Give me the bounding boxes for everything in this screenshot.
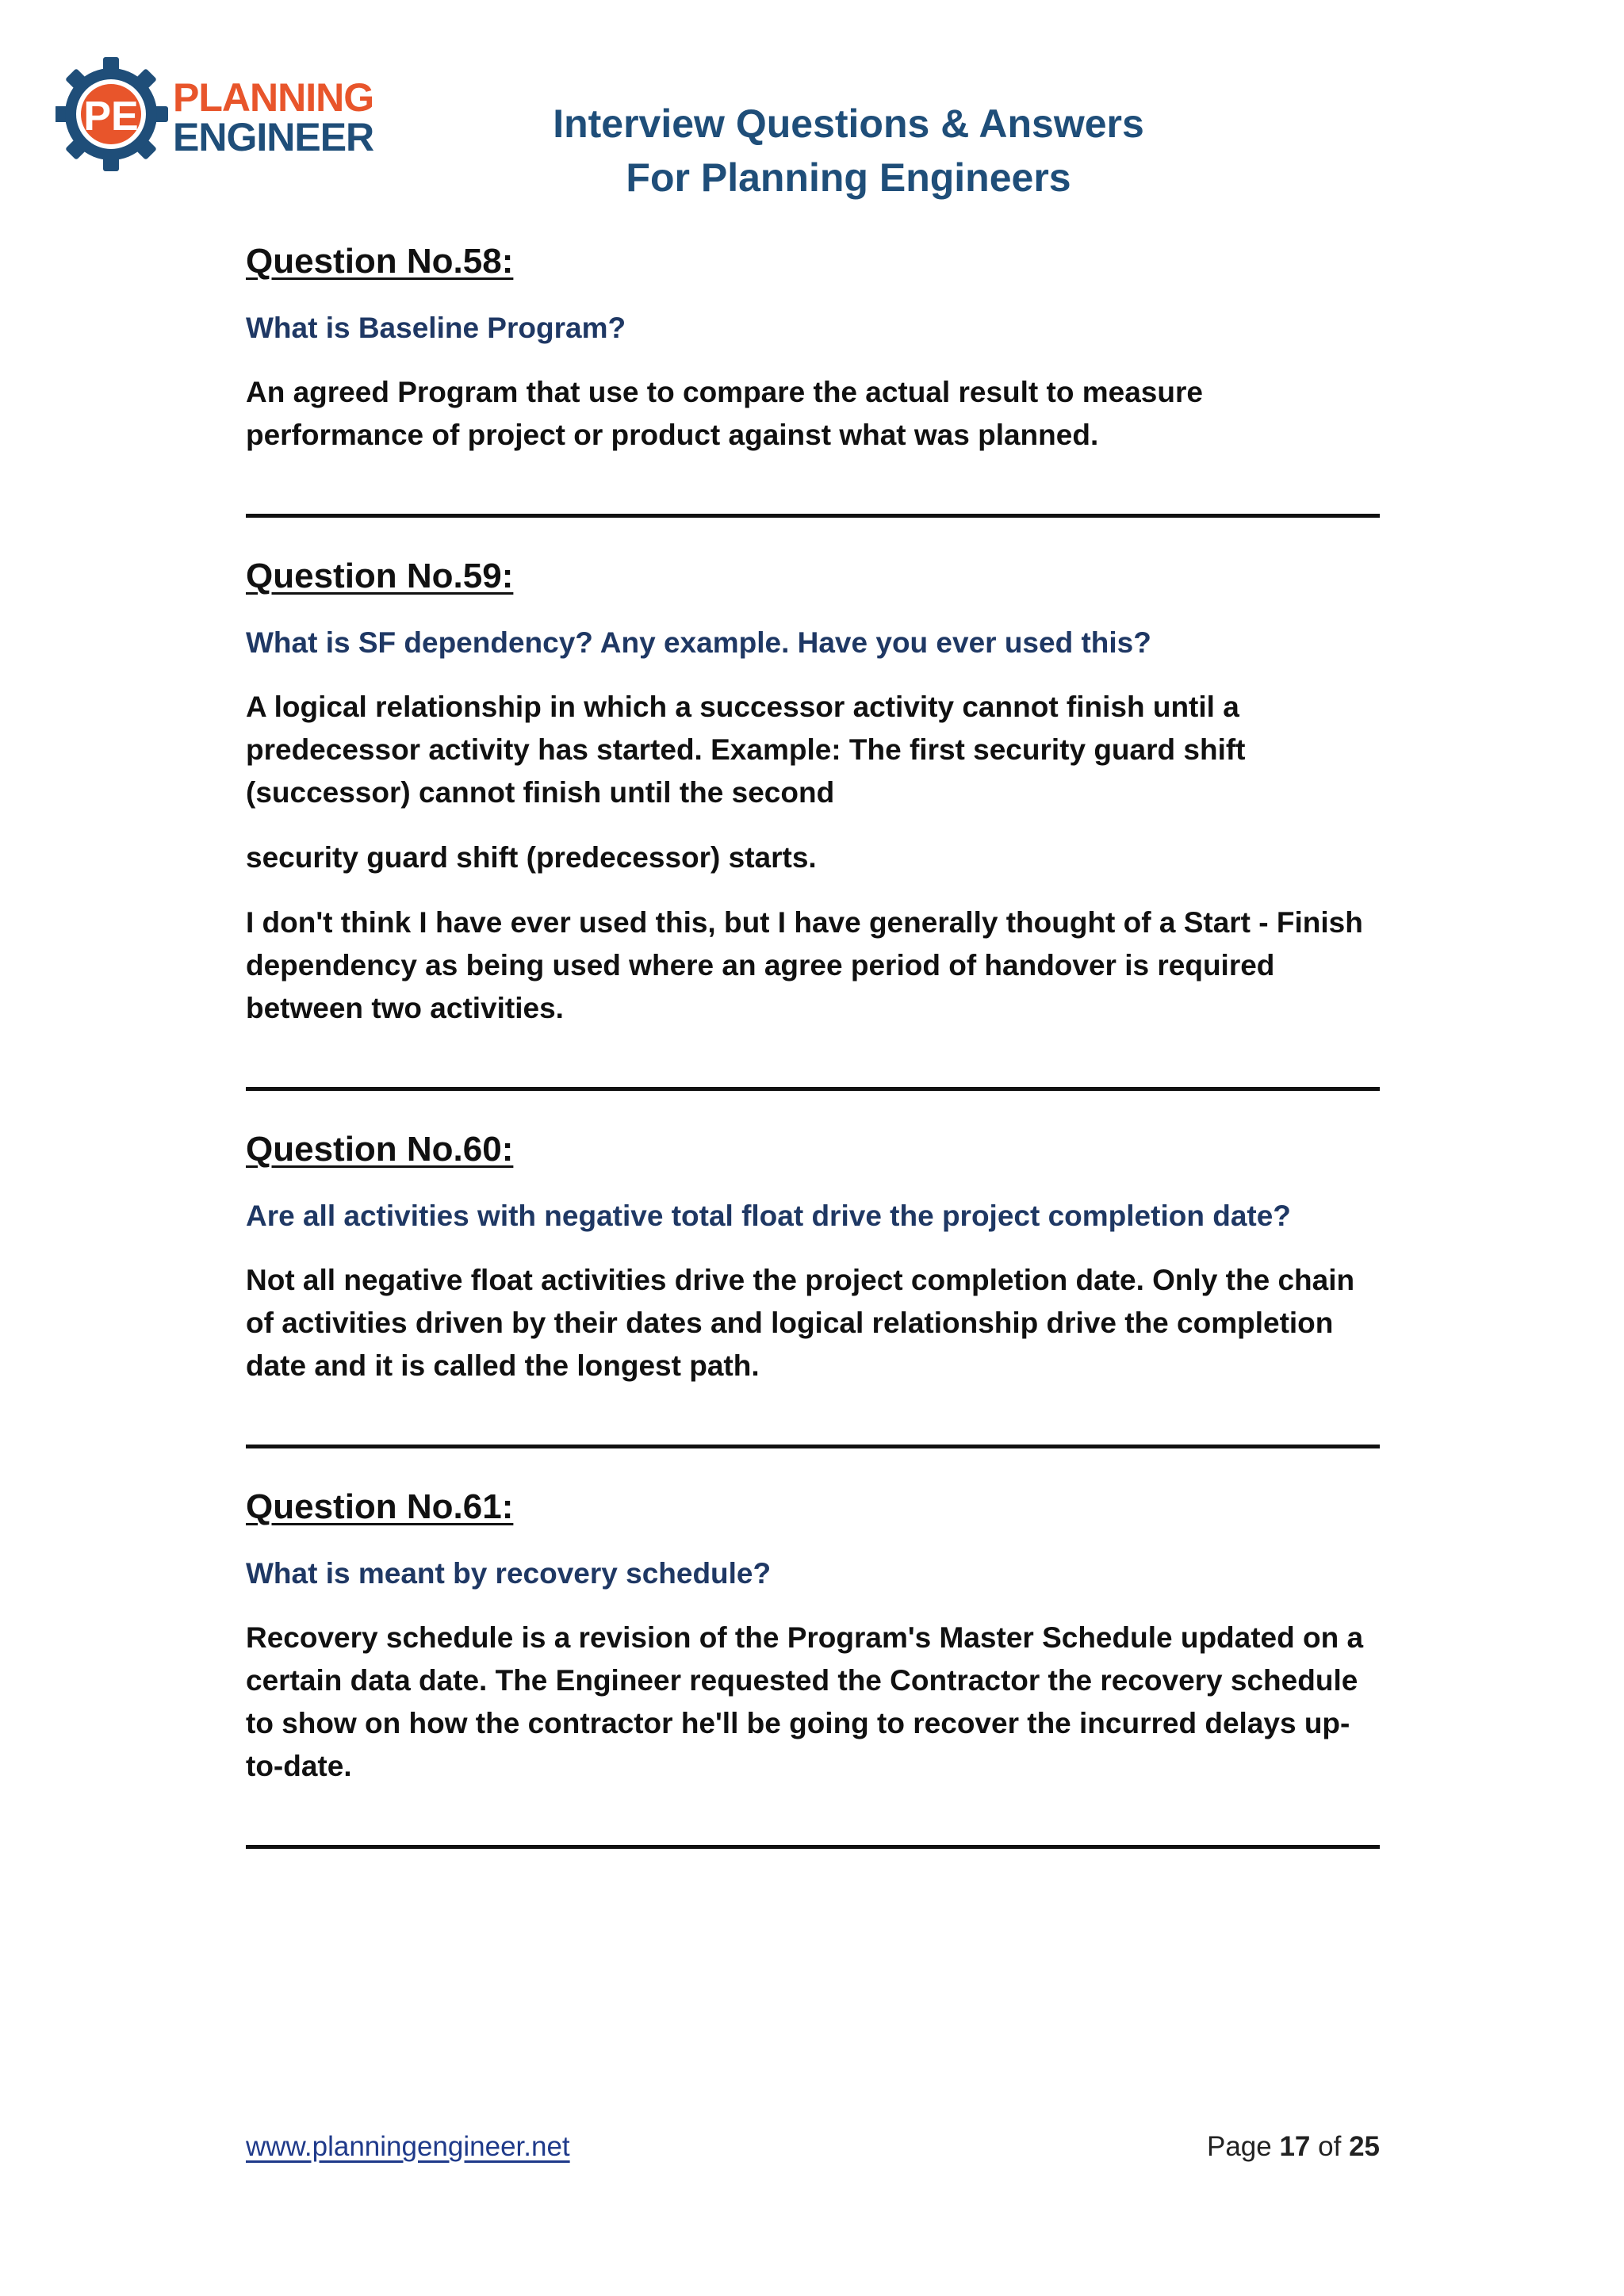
- page-of-label: of: [1318, 2131, 1342, 2162]
- question-text: Are all activities with negative total float drive the project completion date?: [246, 1200, 1291, 1232]
- question-heading: Question No.58:: [246, 242, 514, 281]
- logo-line-engineer: ENGINEER: [173, 115, 374, 159]
- answer-paragraph: Recovery schedule is a revision of the Program's Master Schedule updated on a certain data date. The Engineer requested the Contractor the recovery schedule to show on how the contractor he'll be going to recover the incurred delays up-to-date.: [246, 1621, 1364, 1782]
- section-divider: [246, 1845, 1380, 1849]
- answer-paragraph: An agreed Program that use to compare the actual result to measure performance of project or product against what was planned.: [246, 376, 1203, 451]
- page-label: Page: [1206, 2131, 1272, 2162]
- page-number: [1207, 2131, 1380, 2163]
- logo-initials: PE: [83, 94, 139, 140]
- document-title-line-2: For Planning Engineers: [626, 155, 1071, 200]
- qa-block-58: [246, 238, 1380, 457]
- website-link[interactable]: www.planningengineer.net: [246, 2131, 570, 2162]
- qa-content: [246, 238, 1380, 1849]
- planning-engineer-logo: [56, 57, 389, 176]
- question-heading: Question No.61:: [246, 1487, 514, 1526]
- answer-paragraph: A logical relationship in which a successor activity cannot finish until a predecessor activity has started. Example: The first security guard shift (successor) cannot finish until the second: [246, 691, 1246, 809]
- question-heading: Question No.59:: [246, 557, 514, 595]
- answer-paragraph: security guard shift (predecessor) starts.: [246, 841, 817, 874]
- qa-block-60: [246, 1126, 1380, 1387]
- document-title-line-1: Interview Questions & Answers: [553, 101, 1144, 146]
- question-text: What is SF dependency? Any example. Have you ever used this?: [246, 626, 1151, 659]
- logo-line-planning: PLANNING: [173, 75, 374, 120]
- question-text: What is Baseline Program?: [246, 312, 626, 344]
- answer-paragraph: I don't think I have ever used this, but I have generally thought of a Start - Finish dependency as being used where an agree period of handover is required between two activities.: [246, 906, 1363, 1024]
- section-divider: [246, 514, 1380, 518]
- document-title: [444, 97, 1253, 205]
- page-current: 17: [1279, 2131, 1311, 2162]
- logo-graphic: [56, 57, 389, 176]
- question-heading: Question No.60:: [246, 1130, 514, 1169]
- qa-block-61: [246, 1483, 1380, 1788]
- answer-paragraph: Not all negative float activities drive the project completion date. Only the chain of activities driven by their dates and logical relationship drive the completion date and it is called the longest path.: [246, 1264, 1355, 1382]
- qa-block-59: [246, 553, 1380, 1030]
- question-text: What is meant by recovery schedule?: [246, 1557, 772, 1590]
- section-divider: [246, 1087, 1380, 1091]
- page-total: 25: [1349, 2131, 1380, 2162]
- section-divider: [246, 1445, 1380, 1448]
